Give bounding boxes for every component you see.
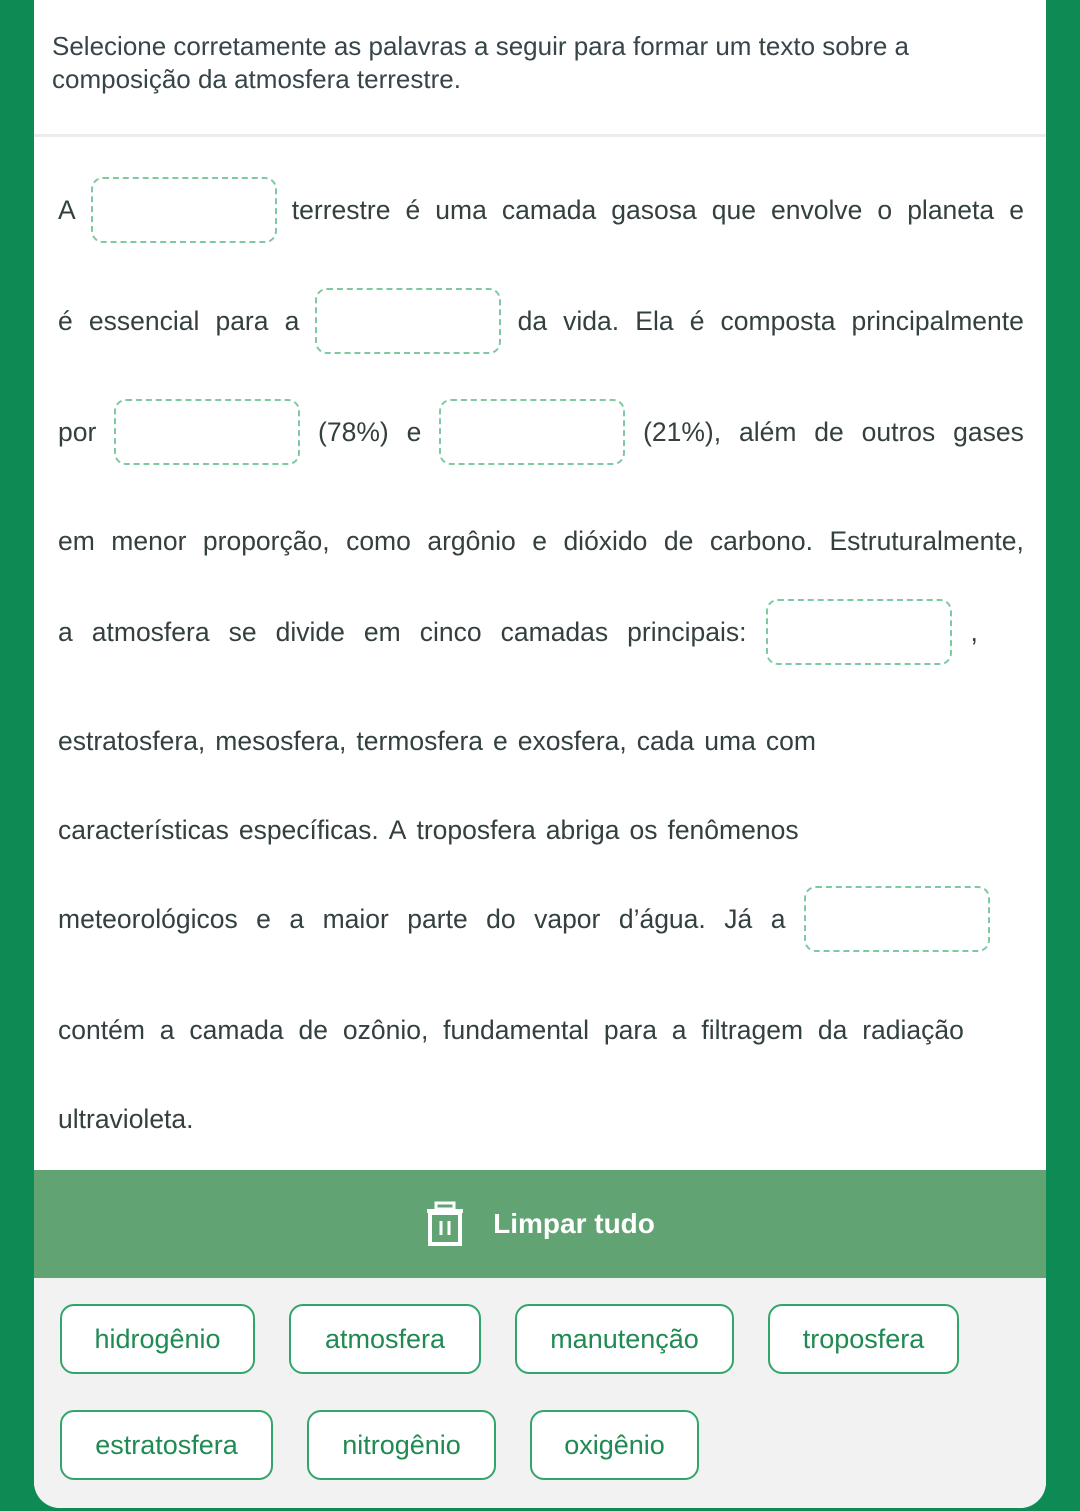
word: vapor: [534, 903, 601, 934]
word: ,: [970, 616, 978, 647]
blank-slot-1[interactable]: [91, 177, 277, 243]
word: principalmente: [851, 305, 1024, 336]
word: filtragem: [701, 1014, 804, 1045]
blank-slot-4[interactable]: [439, 399, 625, 465]
word: se: [228, 616, 257, 647]
text-line: [58, 705, 1024, 777]
instructions-text: Selecione corretamente as palavras a seguir para formar um texto sobre a composição da atmosfera terrestre.: [52, 31, 909, 94]
text-line: [58, 994, 964, 1066]
blank-slot-3[interactable]: [114, 399, 300, 465]
word: por: [58, 416, 97, 447]
word: é: [405, 194, 421, 225]
word: uma: [435, 194, 487, 225]
text-line: [58, 285, 1024, 357]
trash-icon: [425, 1201, 465, 1247]
clear-all-label: Limpar tudo: [493, 1208, 655, 1239]
word: gases: [953, 416, 1024, 447]
word: e: [1009, 194, 1024, 225]
word: a: [671, 1014, 687, 1045]
word: da: [517, 305, 548, 336]
word: radiação: [862, 1014, 964, 1045]
word: terrestre: [291, 194, 391, 225]
word: do: [486, 903, 516, 934]
fill-in-text: [34, 137, 1046, 1170]
word-chip-atmosfera[interactable]: atmosfera: [289, 1304, 481, 1374]
word: cinco: [419, 616, 482, 647]
word: parte: [407, 903, 468, 934]
text-line: [58, 1083, 1024, 1155]
word: de: [663, 525, 694, 556]
word: é: [689, 305, 705, 336]
word: específicas.: [238, 814, 379, 845]
word: camada: [501, 194, 597, 225]
word: gasosa: [611, 194, 697, 225]
word: atmosfera: [91, 616, 210, 647]
word: a: [58, 616, 73, 647]
word: com: [765, 725, 816, 756]
text-line: [58, 794, 1024, 866]
word: e: [493, 725, 508, 756]
word: termosfera: [356, 725, 484, 756]
word: mesosfera,: [215, 725, 347, 756]
word: argônio: [427, 525, 516, 556]
word: vida.: [563, 305, 620, 336]
clear-all-button[interactable]: [34, 1170, 1046, 1278]
word: d’água.: [618, 903, 706, 934]
word: camadas: [500, 616, 609, 647]
blank-slot-5[interactable]: [766, 599, 952, 665]
word: meteorológicos: [58, 903, 238, 934]
word-bank: [34, 1278, 1046, 1508]
word: além: [738, 416, 797, 447]
word: em: [58, 525, 95, 556]
text-line: [58, 883, 990, 955]
word: uma: [704, 725, 756, 756]
word: Ela: [635, 305, 674, 336]
word-chip-nitrogenio[interactable]: nitrogênio: [307, 1410, 496, 1480]
word: maior: [322, 903, 389, 934]
text-line: [58, 596, 978, 668]
word: troposfera: [416, 814, 536, 845]
text-line: [58, 505, 1024, 577]
word: cada: [636, 725, 695, 756]
word: e: [256, 903, 271, 934]
word: características: [58, 814, 229, 845]
word: contém: [58, 1014, 145, 1045]
word: da: [817, 1014, 848, 1045]
word: principais:: [627, 616, 747, 647]
word: é: [58, 305, 73, 336]
word: e: [532, 525, 547, 556]
word: como: [346, 525, 411, 556]
word: de: [814, 416, 844, 447]
word: Estruturalmente,: [829, 525, 1024, 556]
word: menor: [111, 525, 187, 556]
word: camada: [189, 1014, 284, 1045]
word-chip-manutencao[interactable]: manutenção: [515, 1304, 734, 1374]
word: Já: [724, 903, 753, 934]
word: fenômenos: [667, 814, 799, 845]
word: para: [215, 305, 269, 336]
word: de: [298, 1014, 328, 1045]
word: os: [629, 814, 658, 845]
instructions-header: [34, 0, 1046, 137]
word: exosfera,: [517, 725, 627, 756]
blank-slot-2[interactable]: [315, 288, 501, 354]
word-chip-estratosfera[interactable]: estratosfera: [60, 1410, 273, 1480]
word: estratosfera,: [58, 725, 206, 756]
word: fundamental: [443, 1014, 590, 1045]
word-chip-oxigenio[interactable]: oxigênio: [530, 1410, 699, 1480]
word: ultravioleta.: [58, 1103, 194, 1134]
word: abriga: [545, 814, 620, 845]
word: a: [770, 903, 786, 934]
word: em: [363, 616, 401, 647]
word: proporção,: [202, 525, 330, 556]
word: ozônio,: [342, 1014, 429, 1045]
text-line: [58, 174, 1024, 246]
word: (21%),: [643, 416, 722, 447]
word: a: [289, 903, 305, 934]
word: carbono.: [709, 525, 813, 556]
word-chip-troposfera[interactable]: troposfera: [768, 1304, 959, 1374]
word: outros: [861, 416, 936, 447]
text-line: [58, 396, 1024, 468]
word: que: [711, 194, 756, 225]
word: A: [388, 814, 407, 845]
word: (78%): [318, 416, 389, 447]
blank-slot-6[interactable]: [804, 886, 990, 952]
word: para: [603, 1014, 657, 1045]
word: dióxido: [563, 525, 648, 556]
word: divide: [275, 616, 345, 647]
word: a: [159, 1014, 175, 1045]
word: o: [877, 194, 893, 225]
word: a: [284, 305, 300, 336]
word: A: [58, 194, 76, 225]
word: essencial: [88, 305, 200, 336]
word: composta: [720, 305, 836, 336]
word: e: [406, 416, 422, 447]
word-chip-hidrogenio[interactable]: hidrogênio: [60, 1304, 255, 1374]
word: envolve: [771, 194, 863, 225]
word: planeta: [907, 194, 995, 225]
exercise-card: [34, 0, 1046, 1508]
